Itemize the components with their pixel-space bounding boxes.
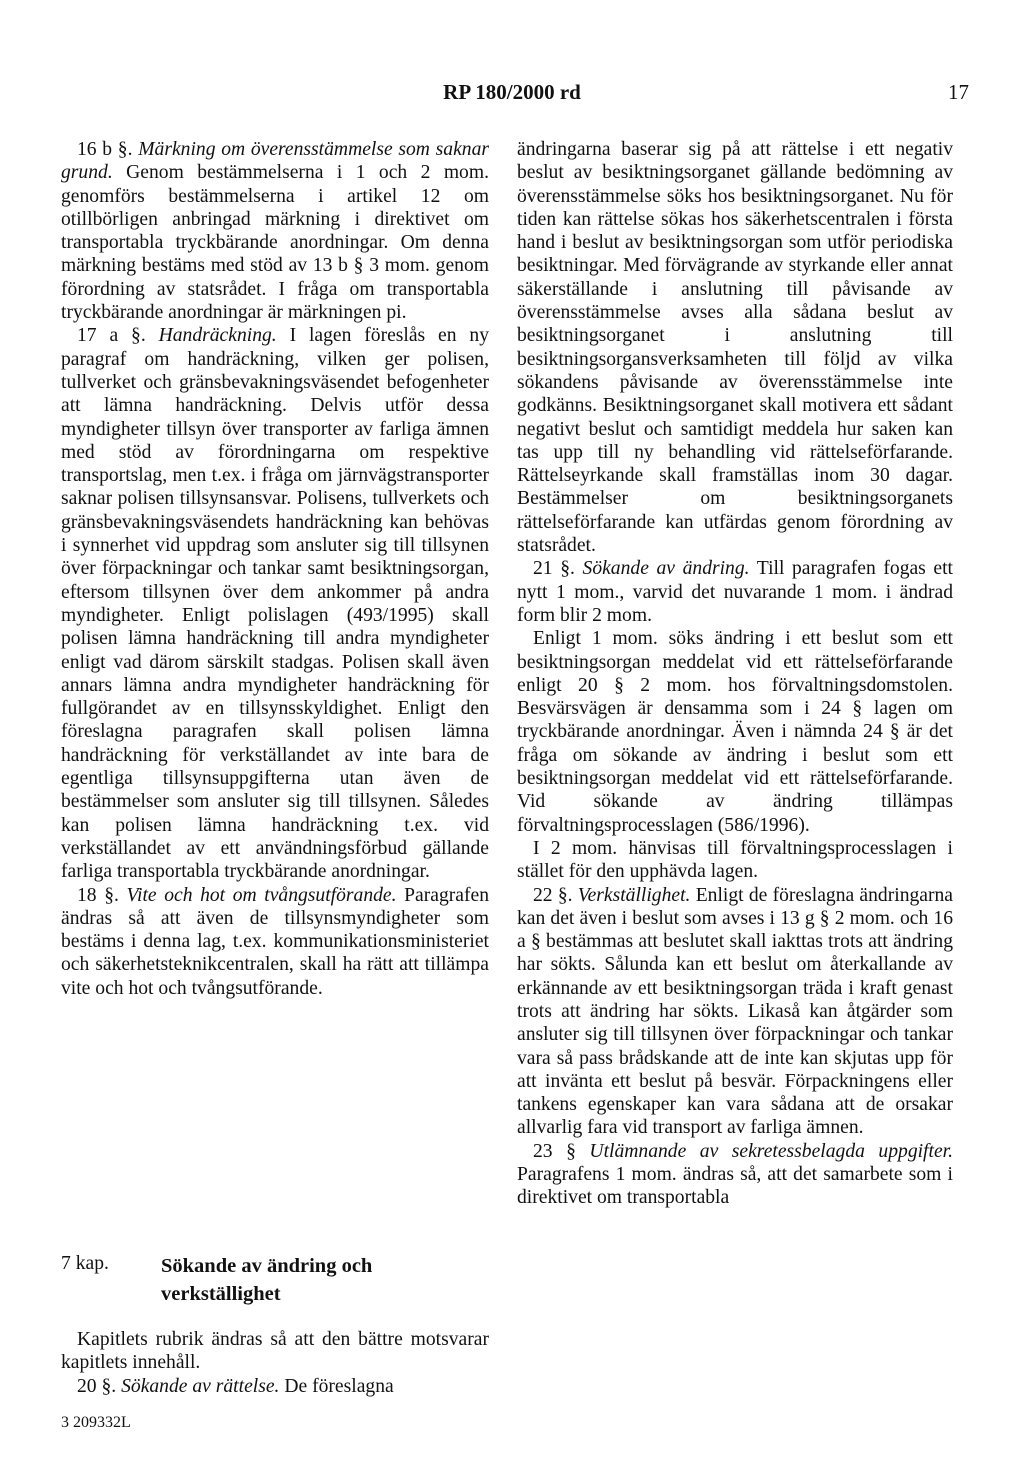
chapter-number: 7 kap. [61, 1253, 109, 1274]
paragraph-17a: 17 a §. Handräckning. I lagen föreslås en ny paragraf om handräckning, vilken ger polisen, tullverket och gränsbevakningsväsendet befogenheter att lämna handräckning. Delvis utför dessa myndigheter tillsyn över transporter av farliga ämnen med stöd av förordningarna om respektive transportslag, men t.ex. i fråga om järnvägstransporter saknar polisen tillsynsansvar. Polisens, tullverkets och gränsbevakningsväsendets handräckning kan behövas i synnerhet vid uppdrag som ansluter sig till tillsynen över förpackningar och tankar samt besiktningsorgan, eftersom tillsynen över dem ankommer på andra myndigheter. Enligt polislagen (493/1995) skall polisen lämna handräckning till andra myndigheter enligt vad därom särskilt stadgas. Polisen skall även annars lämna andra myndigheter handräckning för fullgörandet av en tillsynsskyldighet. Enligt den föreslagna paragrafen skall polisen lämna handräckning för verkställandet av inte bara de egentliga tillsynsuppgifterna utan även de bestämmelser som ansluter sig till tillsynen. Således kan polisen lämna handräckning t.ex. vid verkställandet av ett användningsförbud gällande farliga transportabla tryckbärande anordningar. [61, 325, 489, 883]
print-code: 3 209332L [61, 1414, 131, 1431]
paragraph-16b: 16 b §. Märkning om överensstämmelse som saknar grund. Genom bestämmelserna i 1 och 2 mom. genomförs bestämmelserna i artikel 12 om otillbörligen anbringad märkning i direktivet om transportabla tryckbärande anordningar. Om denna märkning bestäms med stöd av 13 b § 3 mom. genom förordning av statsrådet. I fråga om transportabla tryckbärande anordningar är märkningen pi. [61, 139, 490, 324]
page-number: 17 [948, 80, 969, 104]
paragraph-21: 21 §. Sökande av ändring. Till paragrafen fogas ett nytt 1 mom., varvid det nuvarande 1 mom. i ändrad form blir 2 mom. [517, 558, 953, 626]
paragraph-22: 22 §. Verkställighet. Enligt de föreslagna ändringarna kan det även i beslut som avses i 13 g § 2 mom. och 16 a § bestämmas att beslutet skall iakttas trots att ändring har sökts. Sålunda kan ett beslut om återkallande av erkännande av ett besiktningsorgan träda i kraft genast trots att ändring har sökts. Likaså kan åtgärder som ansluter sig till tillsynen över förpackningar och tankar vara så pass brådskande att de inte kan skjutas upp för att invänta ett beslut på besvär. Förpackningens eller tankens egenskaper kan vara sådana att de orsakar allvarlig fara vid transport av farliga ämnen. [517, 884, 953, 1139]
left-column-bottom [61, 1328, 489, 1398]
paragraph-23: 23 § Utlämnande av sekretessbelagda uppgifter. Paragrafens 1 mom. ändras så, att det samarbete som i direktivet om transportabla [517, 1140, 953, 1209]
paragraph-20-continued: ändringarna baserar sig på att rättelse i ett negativ beslut av besiktningsorganet gällande bedömning av överensstämmelse söks hos besiktningsorganet. Nu för tiden kan rättelse sökas hos säkerhetscentralen i första hand i beslut av besiktningsorgan som utför periodiska besiktningar. Med förvägrande av styrkande eller annat säkerställande i anslutning till påvisande av överensstämmelse avses alla sådana beslut av besiktningsorganet i anslutning till besiktningsorgansverksamheten till följd av vilka sökandens påvisande av överensstämmelse inte godkänns. Besiktningsorganet skall motivera ett sådant negativt beslut och samtidigt meddela hur saken kan tas upp till ny behandling vid rättelseförfarande. Rättelseyrkande skall framställas inom 30 dagar. Bestämmelser om besiktningsorganets rättelseförfarande kan utfärdas genom förordning av statsrådet. [517, 139, 953, 557]
paragraph-21-mom2: I 2 mom. hänvisas till förvaltningsprocesslagen i stället för den upphävda lagen. [517, 837, 953, 883]
chapter-heading [61, 1252, 489, 1312]
right-column [517, 138, 953, 1210]
paragraph-chapter-intro: Kapitlets rubrik ändras så att den bättre motsvarar kapitlets innehåll. [61, 1329, 489, 1374]
paragraph-18: 18 §. Vite och hot om tvångsutförande. Paragrafen ändras så att även de tillsynsmyndigheter som bestäms i denna lag, t.ex. kommunikationsministeriet och säkerhetsteknikcentralen, skall ha rätt att tillämpa vite och hot och tvångsutförande. [61, 884, 489, 999]
paragraph-21-mom1: Enligt 1 mom. söks ändring i ett beslut som ett besiktningsorgan meddelat vid ett rättelseförfarande enligt 20 § 2 mom. hos förvaltningsdomstolen. Besvärsvägen är densamma som i 24 § lagen om tryckbärande anordningar. Även i nämnda 24 § är det fråga om sökande av ändring i beslut som ett besiktningsorgan meddelat vid ett rättelseförfarande. Vid sökande av ändring tillämpas förvaltningsprocesslagen (586/1996). [517, 628, 953, 836]
paragraph-20: 20 §. Sökande av rättelse. De föreslagna [77, 1375, 394, 1397]
page-header-title: RP 180/2000 rd [443, 80, 581, 104]
chapter-title: Sökande av ändring och verkställighet [161, 1255, 373, 1305]
left-column [61, 138, 489, 1000]
